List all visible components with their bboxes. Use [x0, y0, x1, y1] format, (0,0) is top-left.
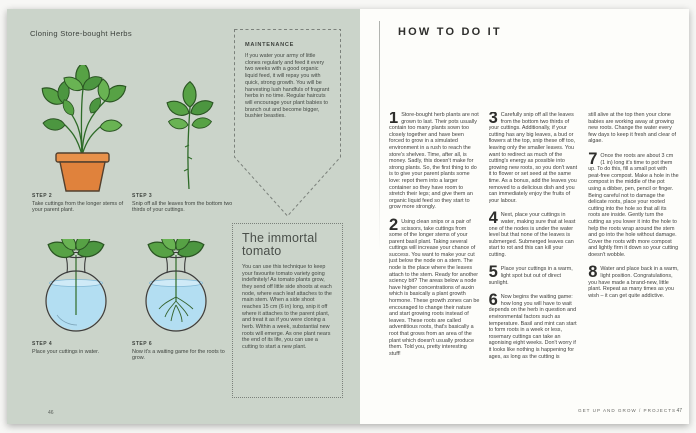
- cutting-in-water-illustration: [31, 239, 121, 339]
- step-caption: [132, 341, 234, 362]
- step-text: Now begins the waiting game: how long you will have to wait depends on the herb in question and environmental factors such as temperature. Basil and mint can start to form roots in a week or less, rosemary cuttings can take an agonising eight weeks. Don't worry if it looks like nothing is happening for ages, as long as the cutting is: [488, 294, 577, 360]
- step-column-1: [389, 112, 480, 402]
- page-number-left: 46: [48, 410, 54, 416]
- step-block: [588, 263, 679, 299]
- maintenance-title: MAINTENANCE: [245, 42, 295, 48]
- maintenance-callout: [234, 29, 341, 219]
- step-caption-label: STEP 3: [132, 193, 153, 199]
- step-number: 8: [588, 263, 598, 282]
- step-caption: [32, 193, 134, 214]
- how-to-heading: HOW TO DO IT: [398, 26, 502, 38]
- step-column-3: [588, 112, 679, 402]
- step-text: still alive at the top then your clone babies are working away at growing new roots. Change the water every few days to keep it fresh and clear of algae.: [588, 112, 676, 145]
- step-block: [389, 215, 480, 357]
- step-text: Store-bought herb plants are not grown to last. Their pots usually contain too many plants sown too closely together and have been forced to grow in a simulated environment in a rush to reach the store's shelves. Time, after all, is money. Sadly, this doesn't make for strong plants. So, the first thing to do is to give your parent plants some love: repot them into a larger container so they have room to stretch their legs; and give them an organic liquid feed so they start to grow more strongly.: [389, 112, 479, 211]
- step-number: 2: [389, 215, 399, 234]
- step-number: 3: [488, 112, 498, 127]
- step-caption-text: Now it's a waiting game for the roots to grow.: [132, 348, 225, 362]
- stem-cutting-illustration: [143, 81, 233, 193]
- right-page: [360, 9, 689, 424]
- step-caption-text: Snip off all the leaves from the bottom two thirds of your cuttings.: [132, 200, 233, 214]
- step-block: [488, 263, 580, 286]
- step-columns: [389, 112, 679, 402]
- page-spread: [7, 9, 689, 424]
- cutting-with-roots-illustration: [131, 239, 221, 339]
- immortal-tomato-body: You can use this technique to keep your favourite tomato variety going indefinitely! As tomato plants grow, they send off little side shoots at each node, where each leaf attaches to the main stem. When a side shoot reaches 15 cm (6 in) long, snip it off where it attaches to the parent plant, and treat it as if you were cloning a herb. Within a week, substantial new roots will emerge. As one plant nears the end of its life, you can use a cutting to start a new plant.: [242, 264, 332, 350]
- step-text: Water and place back in a warm, light position. Congratulations, you have made a brand-new, little plant. Repeat as many times as you wish – it can get quite addictive.: [588, 266, 679, 299]
- spine-crease: [379, 21, 380, 251]
- step-block: [389, 112, 480, 211]
- step-block: [488, 209, 580, 258]
- page-header: Cloning Store-bought Herbs: [30, 29, 132, 38]
- step-number: 1: [389, 112, 399, 127]
- step-text: Using clean snips or a pair of scissors, take cuttings from some of the longer stems of your parent basil plant. Taking several cuttings will increase your chance of success. You want to make your cut just below the node on a stem. The node is the place where the leaves attach to the stem. Ready for another sciency bit? The areas below a node have higher concentrations of auxin which is basically a plant growth hormone. These growth zones can be encouraged to change their nature and start growing roots instead of leaves. These roots are called adventitious roots, that's basically a root that grows from an area of the plant which doesn't usually produce them. Told you, pretty interesting stuff!: [389, 218, 480, 357]
- step-block: [588, 149, 679, 259]
- immortal-tomato-title: The immortal tomato: [242, 231, 318, 258]
- page-number-right: 47: [676, 408, 682, 414]
- step-caption: [32, 341, 134, 355]
- step-text: Carefully snip off all the leaves from the bottom two thirds of your cuttings. Additionally, if your cutting has any big leaves, a bud or flowers at the top, snip these off too, leaving only the smaller leaves. You want to redirect as much of the cutting's energy as possible into growing new roots, so you don't want it to flower or set seed at the same time. As a bonus, add the leaves you removed to a delicious dish and you can immediately enjoy the fruits of your labour.: [488, 112, 578, 204]
- step-caption-label: STEP 4: [32, 341, 53, 347]
- step-caption-label: STEP 6: [132, 341, 153, 347]
- step-number: 6: [488, 291, 498, 310]
- step-number: 7: [588, 149, 598, 168]
- parent-plant-in-pot-illustration: [25, 65, 140, 195]
- maintenance-body: If you water your army of little clones regularly and feed it every two weeks with a good organic liquid feed, it will repay you with quick, strong growth. You will be harvesting lush handfuls of fragrant herbs in no time. Regular haircuts will encourage your plant babies to branch out and become bigger, bushier beasties.: [245, 53, 330, 120]
- step-text: Next, place your cuttings in water, making sure that at least one of the nodes is under the water level but that none of the leaves is submerged. Submerged leaves can start to rot and this can kill your cutting.: [488, 212, 576, 258]
- left-page: [7, 9, 360, 424]
- step-text: Once the roots are about 3 cm (1 in) long it's time to pot them up. To do this, fill a small pot with peat-free compost. Make a hole in the compost in the middle of the pot using a dibber, pen, pencil or finger. Being careful not to damage the delicate roots, place your rooted cutting into the hole so that all its roots are inside. Gently turn the cutting as you lower it into the hole to help the roots wrap around the stem and go into the hole without damage. Cover the roots with more compost and lightly firm it down so your cutting doesn't wobble.: [588, 152, 679, 258]
- step-column-2: [489, 112, 580, 402]
- step-block: [489, 112, 580, 204]
- immortal-tomato-box: [232, 223, 343, 398]
- step-text: Place your cuttings in a warm, light spot but out of direct sunlight.: [488, 266, 573, 286]
- footer-book-title: GET UP AND GROW / PROJECTS: [578, 408, 677, 413]
- step-block: [488, 291, 580, 360]
- step-continuation: [588, 112, 679, 145]
- step-caption-text: Place your cuttings in water.: [32, 348, 100, 355]
- step-caption: [132, 193, 234, 214]
- step-number: 5: [488, 263, 498, 282]
- step-caption-text: Take cuttings from the longer stems of your parent plant.: [32, 200, 124, 214]
- step-caption-label: STEP 2: [32, 193, 53, 199]
- step-number: 4: [488, 209, 498, 228]
